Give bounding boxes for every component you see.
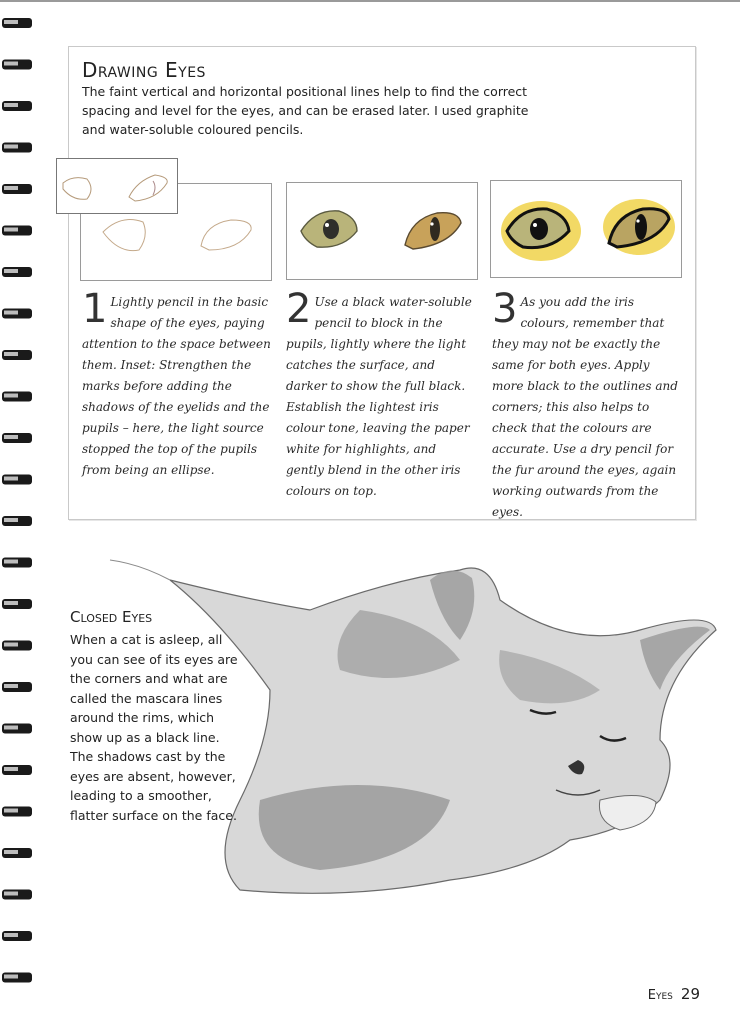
spiral-loop: [2, 641, 32, 651]
page-top-edge: [0, 0, 740, 2]
step-2-body: Use a black water-soluble pencil to block in the pupils, lightly where the light catches the surface, and darker to show the full black. Establish the lightest iris colour tone, leaving the paper white for highlights, and gently blend in the other iris colours on top.: [286, 295, 472, 498]
page-folio: [648, 985, 700, 1003]
eye-colour-sketch: [491, 181, 681, 277]
step-1-body: Lightly pencil in the basic shape of the eyes, paying attention to the space between them. Inset: Strengthen the marks before adding the shadows of the eyelids and the pupils – here, the light source stopped the top of the pupils from being an ellipse.: [82, 295, 271, 477]
step-1-text: [82, 286, 272, 481]
step-3-illustration: [490, 180, 682, 278]
spiral-loop: [2, 765, 32, 775]
step-3-number: 3: [492, 286, 518, 332]
step-1-number: 1: [82, 286, 108, 332]
spiral-loop: [2, 267, 32, 277]
spiral-loop: [2, 309, 32, 319]
eye-shadow-sketch: [57, 159, 177, 213]
spiral-loop: [2, 558, 32, 568]
spiral-loop: [2, 931, 32, 941]
spiral-loop: [2, 184, 32, 194]
spiral-loop: [2, 101, 32, 111]
step-1-inset-illustration: [56, 158, 178, 214]
spiral-loop: [2, 143, 32, 153]
closed-eyes-title: Closed Eyes: [70, 608, 153, 626]
section-title: Drawing Eyes: [82, 58, 206, 82]
spiral-loop: [2, 226, 32, 236]
folio-section-label: Eyes: [647, 988, 673, 1003]
spiral-loop: [2, 392, 32, 402]
spiral-loop: [2, 682, 32, 692]
spiral-loop: [2, 599, 32, 609]
spiral-loop: [2, 973, 32, 983]
spiral-loop: [2, 848, 32, 858]
step-2-text: [286, 286, 476, 502]
section-intro: The faint vertical and horizontal positional lines help to find the correct spacing and level for the eyes, and can be erased later. I used graphite and water-soluble coloured pencils.: [82, 84, 529, 137]
spiral-loop: [2, 433, 32, 443]
spiral-loop: [2, 890, 32, 900]
spiral-loop: [2, 475, 32, 485]
step-3-text: [492, 286, 684, 523]
spiral-loop: [2, 350, 32, 360]
spiral-binding-icon: [0, 10, 40, 1020]
closed-eyes-text: When a cat is asleep, all you can see of its eyes are the corners and what are called the mascara lines around the rims, which show up as a black line. The shadows cast by the eyes are absent, however, leading to a smoother, flatter surface on the face.: [70, 632, 238, 823]
step-3-body: As you add the iris colours, remember that they may not be exactly the same for both eyes. Apply more black to the outlines and corners; this also helps to check that the colours are accurate. Use a dry pencil for the fur around the eyes, again working outwards from the eyes.: [492, 295, 678, 519]
spiral-loop: [2, 18, 32, 28]
eye-iris-sketch: [287, 183, 477, 279]
page-number: 29: [680, 985, 700, 1003]
spiral-loop: [2, 724, 32, 734]
spiral-loop: [2, 516, 32, 526]
step-2-illustration: [286, 182, 478, 280]
spiral-loop: [2, 60, 32, 70]
step-2-number: 2: [286, 286, 312, 332]
spiral-loop: [2, 807, 32, 817]
